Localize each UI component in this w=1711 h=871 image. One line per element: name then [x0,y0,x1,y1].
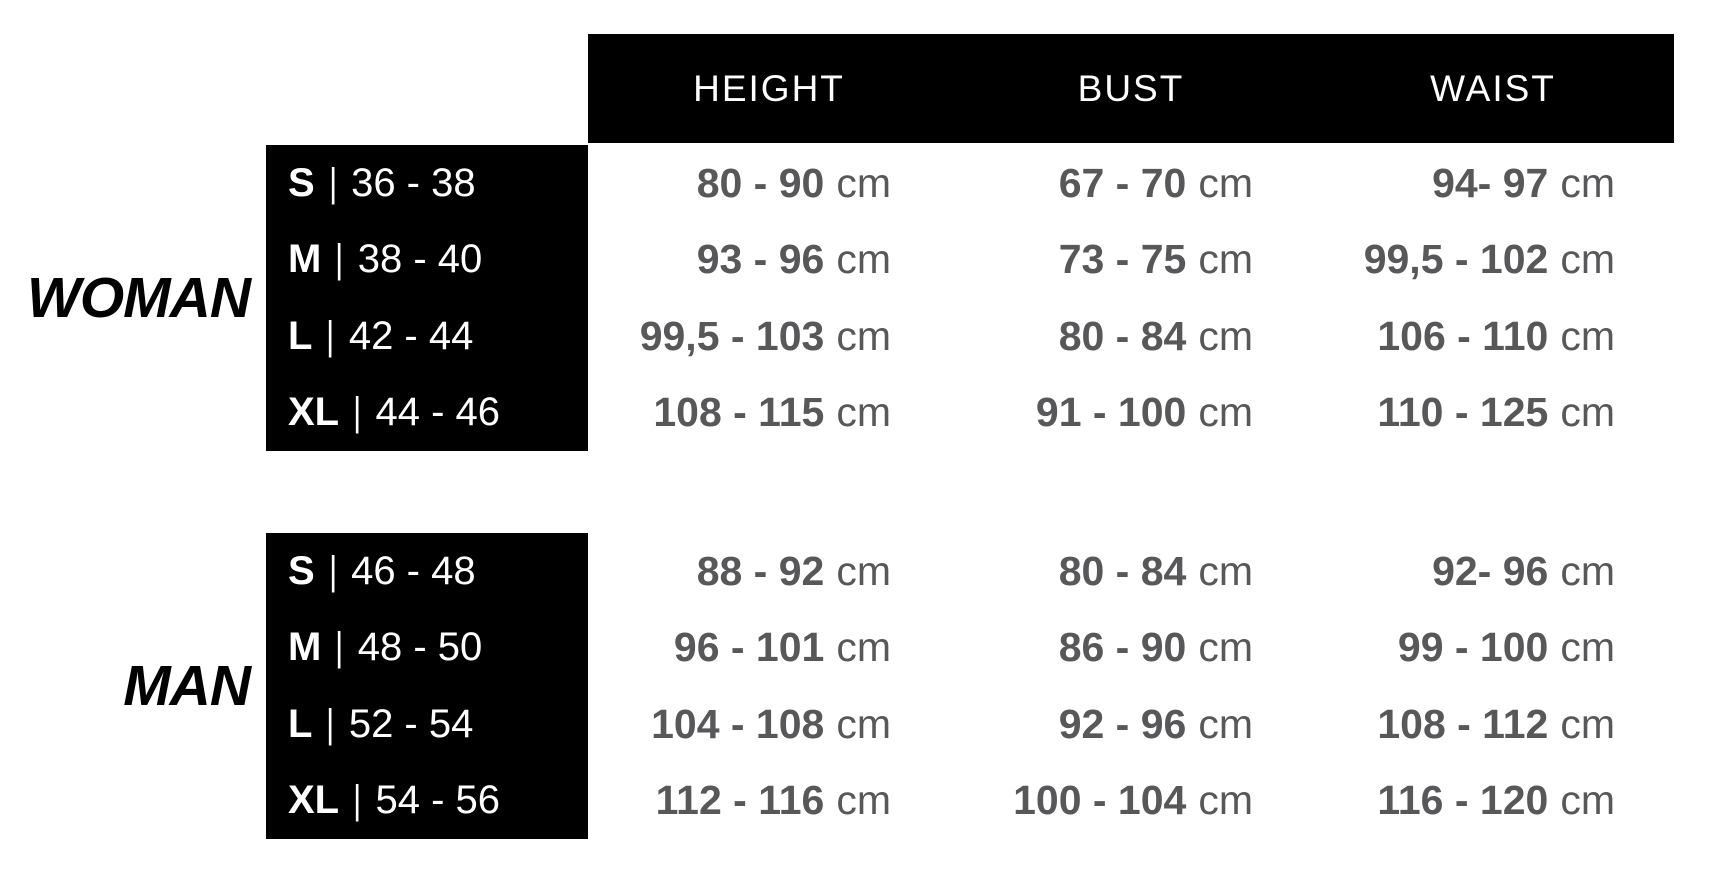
value-number: 92 - 96 [1058,700,1187,747]
value-number: 108 - 115 [653,389,825,436]
man-l-bust-cell [950,686,1312,763]
woman-l-waist-cell [1312,298,1674,375]
value-unit: cm [1560,700,1615,747]
size-range: 44 - 46 [375,390,501,435]
woman-m-height-cell [588,222,950,299]
man-xl-waist-cell [1312,763,1674,840]
size-row-woman-l [266,298,588,375]
woman-m-bust-cell [950,222,1312,299]
value-number: 88 - 92 [696,547,825,594]
pipe-separator: | [335,237,344,282]
size-row-woman-xl [266,375,588,452]
man-s-height-cell [588,533,950,610]
value-number: 106 - 110 [1377,312,1549,359]
woman-xl-bust-cell [950,375,1312,452]
size-row-man-m [266,610,588,687]
value-unit: cm [1560,777,1615,824]
woman-l-height-cell [588,298,950,375]
size-range: 46 - 48 [351,548,476,593]
value-number: 86 - 90 [1058,624,1187,671]
value-unit: cm [1560,236,1615,283]
man-m-height-cell [588,610,950,687]
value-number: 73 - 75 [1058,236,1187,283]
header-height: HEIGHT [693,67,845,109]
value-unit: cm [836,159,891,206]
man-xl-height-cell [588,763,950,840]
value-number: 94- 97 [1432,159,1549,206]
size-label: XL [288,390,340,435]
value-unit: cm [1560,389,1615,436]
man-s-bust-cell [950,533,1312,610]
value-unit: cm [836,624,891,671]
size-row-woman-s [266,145,588,222]
value-number: 67 - 70 [1058,159,1187,206]
man-l-waist-cell [1312,686,1674,763]
size-range: 54 - 56 [375,778,501,823]
size-label: M [288,625,322,670]
pipe-separator: | [335,625,344,670]
section-label-woman-wrap [0,145,250,451]
value-number: 99,5 - 103 [639,312,825,359]
woman-m-waist-cell [1312,222,1674,299]
pipe-separator: | [326,313,335,358]
value-unit: cm [836,547,891,594]
man-m-waist-cell [1312,610,1674,687]
measurement-header-bar [588,34,1674,143]
value-number: 93 - 96 [696,236,825,283]
size-label: S [288,160,315,205]
woman-s-bust-cell [950,145,1312,222]
value-number: 92- 96 [1432,547,1549,594]
woman-s-height-cell [588,145,950,222]
value-unit: cm [1198,624,1253,671]
size-row-woman-m [266,222,588,299]
woman-size-box [266,145,588,451]
size-label: M [288,237,322,282]
size-label: S [288,548,315,593]
value-number: 110 - 125 [1377,389,1549,436]
value-unit: cm [836,389,891,436]
value-unit: cm [1198,777,1253,824]
value-number: 80 - 84 [1058,547,1187,594]
value-unit: cm [1198,389,1253,436]
value-number: 108 - 112 [1377,700,1549,747]
value-unit: cm [1198,236,1253,283]
size-label: XL [288,778,340,823]
pipe-separator: | [353,390,362,435]
value-unit: cm [1198,547,1253,594]
value-number: 100 - 104 [1013,777,1187,824]
man-l-height-cell [588,686,950,763]
man-size-box [266,533,588,839]
size-range: 36 - 38 [351,160,476,205]
man-m-bust-cell [950,610,1312,687]
value-number: 80 - 84 [1058,312,1187,359]
woman-s-waist-cell [1312,145,1674,222]
size-row-man-s [266,533,588,610]
value-unit: cm [836,236,891,283]
pipe-separator: | [353,778,362,823]
man-xl-bust-cell [950,763,1312,840]
value-number: 112 - 116 [655,777,825,824]
pipe-separator: | [326,701,335,746]
value-unit: cm [836,700,891,747]
size-row-man-l [266,686,588,763]
header-bust: BUST [1077,67,1185,109]
size-range: 42 - 44 [348,313,474,358]
value-number: 91 - 100 [1035,389,1187,436]
value-number: 96 - 101 [673,624,825,671]
section-label-woman: WOMAN [27,266,250,330]
value-unit: cm [1198,700,1253,747]
woman-xl-height-cell [588,375,950,452]
value-unit: cm [1560,624,1615,671]
header-waist: WAIST [1430,67,1556,109]
man-values-grid [588,533,1674,839]
section-label-man-wrap [0,533,250,839]
value-number: 116 - 120 [1377,777,1549,824]
size-range: 48 - 50 [357,625,483,670]
value-unit: cm [1198,312,1253,359]
value-number: 80 - 90 [696,159,825,206]
pipe-separator: | [328,160,338,205]
size-row-man-xl [266,763,588,840]
value-number: 104 - 108 [651,700,825,747]
woman-l-bust-cell [950,298,1312,375]
value-unit: cm [1560,312,1615,359]
pipe-separator: | [328,548,338,593]
size-label: L [288,701,313,746]
size-label: L [288,313,313,358]
woman-xl-waist-cell [1312,375,1674,452]
value-unit: cm [1198,159,1253,206]
value-number: 99,5 - 102 [1363,236,1549,283]
size-range: 38 - 40 [357,237,483,282]
man-s-waist-cell [1312,533,1674,610]
woman-values-grid [588,145,1674,451]
section-label-man: MAN [123,654,250,718]
value-unit: cm [836,312,891,359]
value-unit: cm [1560,547,1615,594]
value-number: 99 - 100 [1397,624,1549,671]
value-unit: cm [1560,159,1615,206]
size-range: 52 - 54 [348,701,474,746]
value-unit: cm [836,777,891,824]
